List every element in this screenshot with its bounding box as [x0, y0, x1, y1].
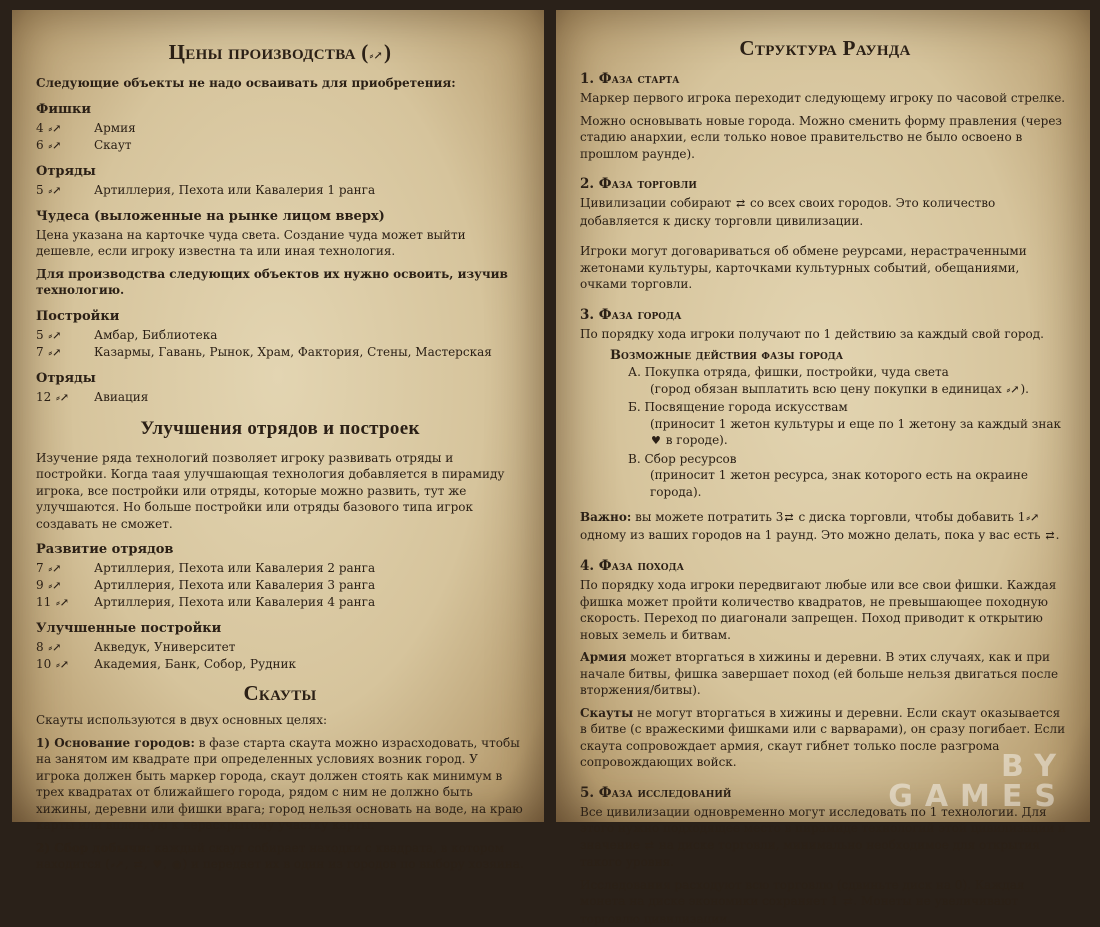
cost-value: 5 ⸗↗ — [36, 182, 94, 199]
left-page — [12, 10, 544, 822]
round-structure-title: Структура Раунда — [580, 36, 1070, 61]
city-action-c: В. Сбор ресурсов — [610, 451, 1070, 468]
cost-row — [36, 120, 524, 137]
scout-purpose-2: 2) Сбор добычи: каждый скаут собирает находки с квадрата, в котором находится (⸗↗, ⇄, ♥, ◉) и передает их в один из городов по выбору хозяина. — [36, 840, 524, 874]
phase-research-heading: 5. Фаза исследований — [580, 785, 1070, 801]
item-label: Авиация — [94, 389, 524, 406]
phase-start-p1: Маркер первого игрока переходит следующему игроку по часовой стрелке. — [580, 90, 1070, 107]
units-heading: Отряды — [36, 164, 524, 179]
units2-list — [36, 389, 524, 406]
hammer-icon: ⸗↗ — [370, 49, 383, 62]
phase-march-scouts: Скауты не могут вторгаться в хижины и деревни. Если скаут оказывается в битве (с вражескими фишками или с варварами), он сразу погибает. Если скаута сопровождает армия, скаут гибнет только после разгрома сопровождающих войск. — [580, 705, 1070, 771]
units-list — [36, 182, 524, 199]
hammer-icon: ⸗↗ — [48, 137, 61, 154]
cost-value: 10 ⸗↗ — [36, 656, 94, 673]
cost-row — [36, 594, 524, 611]
hammer-icon: ⸗↗ — [48, 344, 61, 361]
cost-value: 11 ⸗↗ — [36, 594, 94, 611]
phase-trade-p1: Цивилизации собирают ⇄ со всех своих городов. Это количество добавляется к диску торговли цивилизации. — [580, 195, 1070, 229]
item-label: Армия — [94, 120, 524, 137]
unit-dev-list — [36, 560, 524, 611]
cost-row — [36, 389, 524, 406]
cost-value: 4 ⸗↗ — [36, 120, 94, 137]
buildings-list — [36, 327, 524, 361]
improved-heading: Улучшенные постройки — [36, 621, 524, 636]
hammer-icon: ⸗↗ — [1026, 510, 1039, 527]
cost-value: 7 ⸗↗ — [36, 560, 94, 577]
hammer-icon: ⸗↗ — [48, 182, 61, 199]
cost-row — [36, 327, 524, 344]
units2-heading: Отряды — [36, 371, 524, 386]
hammer-icon: ⸗↗ — [56, 389, 69, 406]
cost-value: 7 ⸗↗ — [36, 344, 94, 361]
culture-icon: ♥ — [651, 433, 661, 450]
item-label: Артиллерия, Пехота или Кавалерия 3 ранга — [94, 577, 524, 594]
item-label: Артиллерия, Пехота или Кавалерия 4 ранга — [94, 594, 524, 611]
cost-row — [36, 639, 524, 656]
cost-row — [36, 182, 524, 199]
item-label: Казармы, Гавань, Рынок, Храм, Фактория, Стены, Мастерская — [94, 344, 524, 361]
tech-required-note: Для производства следующих объектов их нужно освоить, изучив технологию. — [36, 266, 524, 299]
city-action-b-note: (приносит 1 жетон культуры и еще по 1 жетону за каждый знак ♥ в городе). — [610, 416, 1070, 450]
cost-value: 9 ⸗↗ — [36, 577, 94, 594]
cost-row — [36, 560, 524, 577]
hammer-icon: ⸗↗ — [48, 120, 61, 137]
phase-start-p2: Можно основывать новые города. Можно сменить форму правления (через стадию анархии, если только новое правительство не было освоено в прошлом раунде). — [580, 113, 1070, 163]
cost-value: 12 ⸗↗ — [36, 389, 94, 406]
phase-march-heading: 4. Фаза похода — [580, 558, 1070, 574]
item-label: Академия, Банк, Собор, Рудник — [94, 656, 524, 673]
item-label: Амбар, Библиотека — [94, 327, 524, 344]
hammer-icon: ⸗↗ — [48, 560, 61, 577]
phase-trade-p2: Игроки могут договариваться об обмене реурсами, нерастраченными жетонами культуры, карточками культурных событий, обещаниями, очками торговли. — [580, 243, 1070, 293]
city-action-c-note: (приносит 1 жетон ресурса, знак которого есть на окраине города). — [610, 467, 1070, 500]
phase-march-p1: По порядку хода игроки передвигают любые или все свои фишки. Каждая фишка может пройти количество квадратов, не превышающее походную скорость. Переход по диагонали запрещен. Поход приводит к открытию новых земель и битвам. — [580, 577, 1070, 643]
trade-icon: ⇄ — [645, 838, 654, 855]
phase-start-heading: 1. Фаза старта — [580, 71, 1070, 87]
trade-icon: ⇄ — [736, 196, 745, 213]
phase-research-p1: Все цивилизации одновременно могут исследовать по 1 технологии. Для этого нужно подходящее место в пирамиде технологий этой цивилизации и значение ⇄ на диске торговли, минимально необходимое для открытия такого уровня. — [580, 804, 1070, 871]
phase-city-heading: 3. Фаза города — [580, 307, 1070, 323]
item-label: Скаут — [94, 137, 524, 154]
upgrades-text: Изучение ряда технологий позволяет игроку развивать отряды и постройки. Когда таая улучшающая технология добавляется в пирамиду игрока, все постройки или отряды, которые можно развить, тут же улучшаются. Но больше постройки или отряды базового типа игрок создавать не сможет. — [36, 450, 524, 533]
cost-value: 8 ⸗↗ — [36, 639, 94, 656]
phase-march-army: Армия может вторгаться в хижины и деревни. В этих случаях, как и при начале битвы, фишка завершает поход (ей больше нельзя двигаться после вторжения/битвы). — [580, 649, 1070, 699]
hobby-games-watermark: BY GAMES — [788, 752, 1068, 816]
item-label: Акведук, Университет — [94, 639, 524, 656]
item-label: Артиллерия, Пехота или Кавалерия 2 ранга — [94, 560, 524, 577]
hammer-icon: ⸗↗ — [48, 327, 61, 344]
wonders-heading: Чудеса (выложенные на рынке лицом вверх) — [36, 209, 524, 224]
hammer-icon: ⸗↗ — [56, 594, 69, 611]
trade-icon: ⇄ — [134, 857, 143, 874]
hammer-icon: ⸗↗ — [56, 656, 69, 673]
phase-research-p2: Исследования расходуют всю торговлю (сдвиньте диск на 0). Каждая монета на диске экономики сохраняет 1 ⇄. Монеты не увеличивают торговлю цивилизации. — [580, 877, 1070, 927]
scouts-title: Скауты — [36, 681, 524, 706]
hammer-icon: ⸗↗ — [48, 639, 61, 656]
cost-row — [36, 577, 524, 594]
important-note: Важно: вы можете потратить 3⇄ с диска торговли, чтобы добавить 1⸗↗ одному из ваших городов на 1 раунд. Это можно делать, пока у вас есть ⇄. — [580, 509, 1070, 544]
buildings-heading: Постройки — [36, 309, 524, 324]
cost-value: 6 ⸗↗ — [36, 137, 94, 154]
city-action-b: Б. Посвящение города искусствам — [610, 399, 1070, 416]
cost-row — [36, 656, 524, 673]
item-label: Артиллерия, Пехота или Кавалерия 1 ранга — [94, 182, 524, 199]
wonders-text: Цена указана на карточке чуда света. Создание чуда может выйти дешевле, если игроку известна та или иная технология. — [36, 227, 524, 260]
upgrades-title: Улучшения отрядов и построек — [36, 418, 524, 440]
pieces-heading: Фишки — [36, 102, 524, 117]
trade-icon: ⇄ — [843, 894, 852, 911]
right-page — [556, 10, 1090, 822]
city-action-a-note: (город обязан выплатить всю цену покупки в единицах ⸗↗). — [610, 381, 1070, 399]
scout-purpose-1: 1) Основание городов: в фазе старта скаута можно израсходовать, чтобы на занятом им квадрате при определенных условиях возник город. У игрока должен быть маркер города, скаут должен стоять как минимум в трех квадратах от ближайшего города, рядом с ним не должно быть хижины, деревни или фишки врага; город нельзя основать на воде, на краю карты или вплотную к нераскрытому участку карты. — [36, 735, 524, 834]
unit-dev-heading: Развитие отрядов — [36, 542, 524, 557]
pieces-list — [36, 120, 524, 154]
hammer-icon: ⸗↗ — [1007, 382, 1020, 399]
hammer-icon: ⸗↗ — [111, 857, 124, 874]
scouts-intro: Скауты используются в двух основных целях: — [36, 712, 524, 729]
culture-icon: ♥ — [152, 857, 162, 874]
hammer-icon: ⸗↗ — [48, 577, 61, 594]
cost-value: 5 ⸗↗ — [36, 327, 94, 344]
trade-icon: ⇄ — [784, 510, 793, 527]
city-actions-heading: Возможные действия фазы города — [610, 348, 1070, 363]
no-tech-intro: Следующие объекты не надо осваивать для приобретения: — [36, 75, 524, 92]
cost-row — [36, 344, 524, 361]
production-costs-title: Цены производства (⸗↗) — [36, 40, 524, 65]
trade-icon: ⇄ — [1045, 528, 1054, 545]
cost-row — [36, 137, 524, 154]
city-action-a: А. Покупка отряда, фишки, постройки, чуда света — [610, 364, 1070, 381]
improved-list — [36, 639, 524, 673]
phase-trade-heading: 2. Фаза торговли — [580, 176, 1070, 192]
city-actions — [580, 348, 1070, 500]
phase-city-p1: По порядку хода игроки получают по 1 действию за каждый свой город. — [580, 326, 1070, 343]
coin-icon: ◉ — [172, 857, 182, 874]
